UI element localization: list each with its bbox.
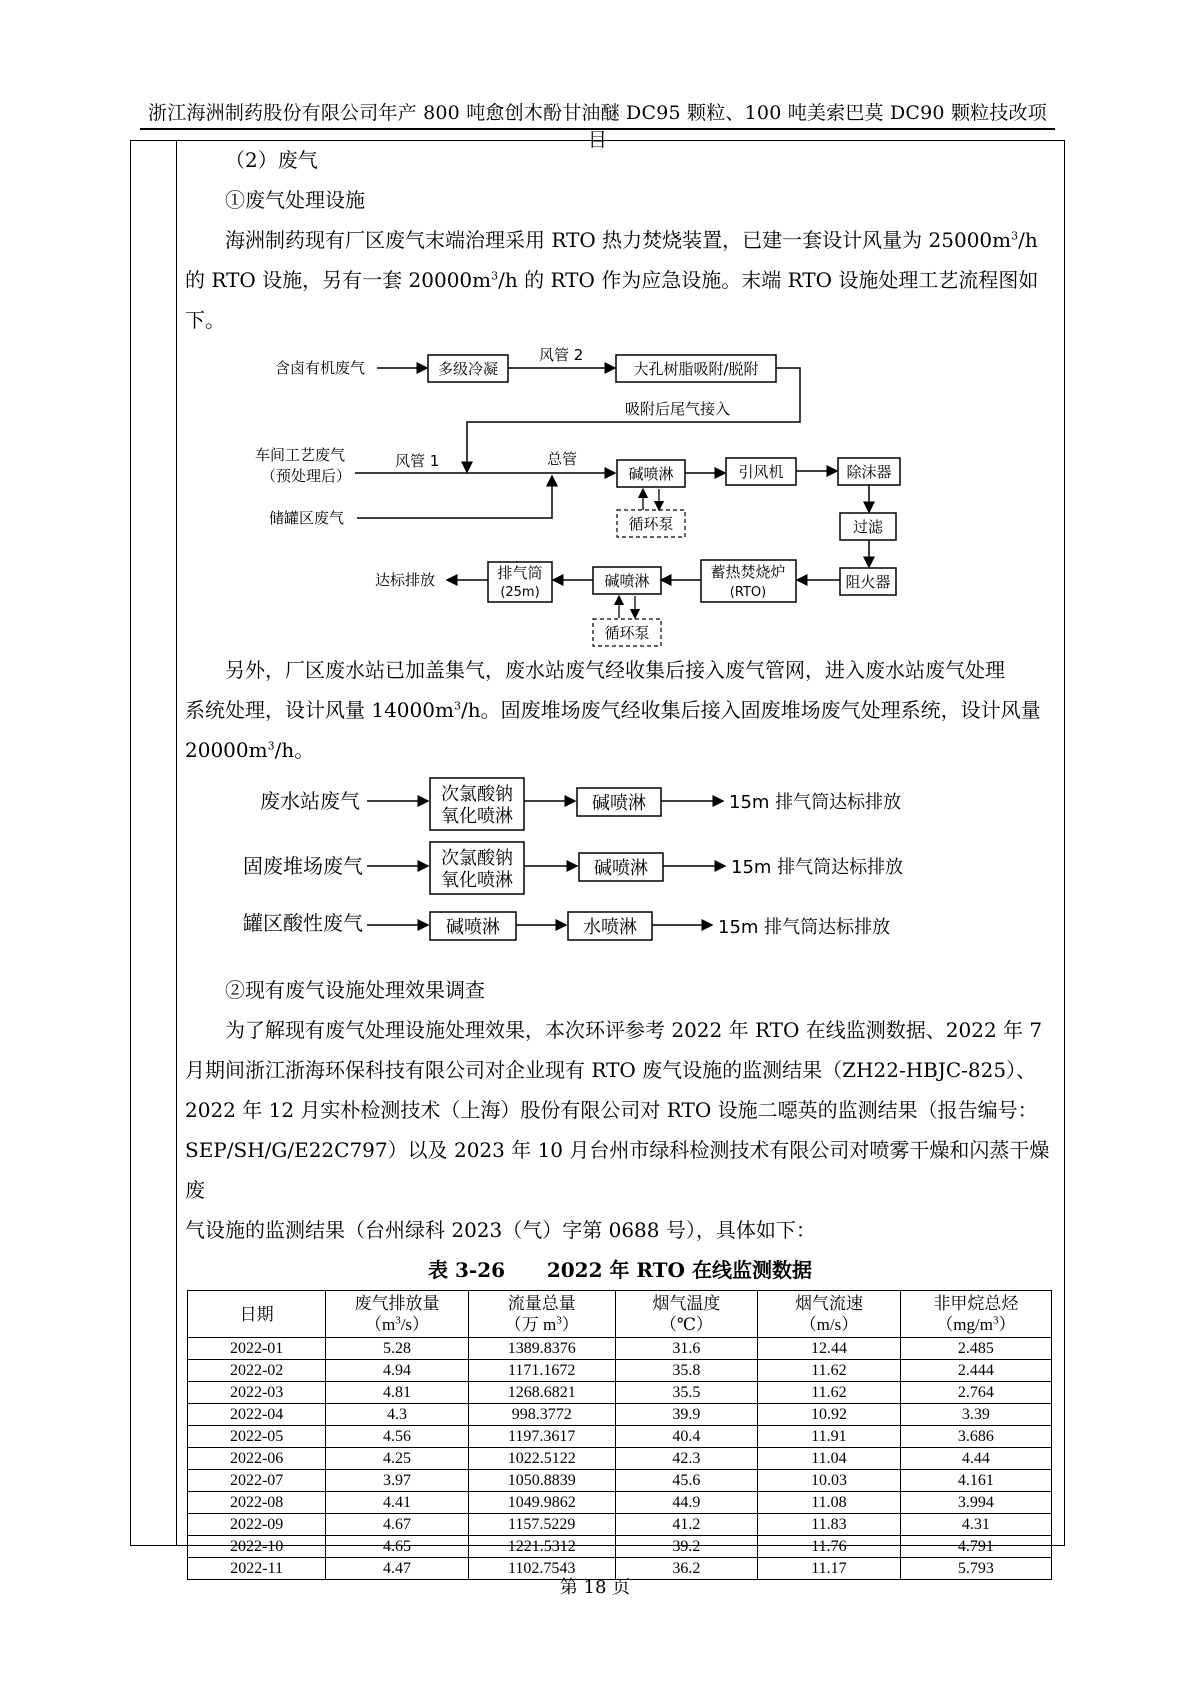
page-header: 浙江海洲制药股份有限公司年产 800 吨愈创木酚甘油醚 DC95 颗粒、100 吨美索巴莫 DC90 颗粒技改项目 bbox=[148, 102, 1047, 151]
box-rto-note: (RTO) bbox=[729, 585, 767, 600]
box-alkali-3: 碱喷淋 bbox=[446, 917, 500, 938]
table-cell: 1157.5229 bbox=[468, 1514, 615, 1536]
table-cell: 45.6 bbox=[615, 1470, 758, 1492]
rto-monitoring-table bbox=[187, 1290, 1052, 1580]
table-cell: 1389.8376 bbox=[468, 1338, 615, 1360]
table-row bbox=[188, 1382, 1052, 1404]
table-cell: 998.3772 bbox=[468, 1404, 615, 1426]
table-cell: 40.4 bbox=[615, 1426, 758, 1448]
table-cell: 1050.8839 bbox=[468, 1470, 615, 1492]
rto-flow-diagram bbox=[185, 340, 1055, 650]
table-cell: 35.8 bbox=[615, 1360, 758, 1382]
src-workshop-gas: 车间工艺废气 bbox=[255, 446, 346, 464]
col-emission-rate: 废气排放量 $(m^3/s)$ bbox=[326, 1291, 469, 1338]
table-cell: 2022-07 bbox=[188, 1470, 326, 1492]
box-rto: 蓄热焚烧炉 bbox=[710, 563, 786, 581]
table-cell: 11.76 bbox=[758, 1536, 901, 1558]
table-cell: 3.686 bbox=[900, 1426, 1051, 1448]
table-row bbox=[188, 1338, 1052, 1360]
paragraph-2-end: $20000m^3/h$。 bbox=[185, 738, 315, 762]
table-cell: 1022.5122 bbox=[468, 1448, 615, 1470]
label-pipe-2: 风管 2 bbox=[539, 346, 584, 364]
src-halogen-gas: 含卤有机废气 bbox=[275, 359, 366, 377]
box-alkali-2: 碱喷淋 bbox=[594, 858, 648, 879]
col-velocity: 烟气流速 （m/s） bbox=[758, 1291, 901, 1338]
table-row bbox=[188, 1470, 1052, 1492]
table-cell: 31.6 bbox=[615, 1338, 758, 1360]
table-cell: 42.3 bbox=[615, 1448, 758, 1470]
table-cell: 2022-03 bbox=[188, 1382, 326, 1404]
box-hypochlorite-1: 次氯酸钠 bbox=[441, 784, 513, 805]
table-cell: 2022-05 bbox=[188, 1426, 326, 1448]
col-total-flow: 流量总量 （万 $m^3$） bbox=[468, 1291, 615, 1338]
table-cell: 2022-11 bbox=[188, 1558, 326, 1580]
table-cell: 3.97 bbox=[326, 1470, 469, 1492]
box-scrub-1: 碱喷淋 bbox=[628, 465, 674, 483]
table-cell: 4.94 bbox=[326, 1360, 469, 1382]
table-cell: 39.9 bbox=[615, 1404, 758, 1426]
paragraph-3-line-5: 气设施的监测结果（台州绿科 2023（气）字第 0688 号），具体如下： bbox=[185, 1218, 816, 1242]
src-wastewater-gas: 废水站废气 bbox=[260, 789, 360, 813]
table-row bbox=[188, 1448, 1052, 1470]
box-demister: 除沫器 bbox=[846, 463, 892, 481]
label-discharge: 达标排放 bbox=[375, 571, 436, 589]
table-cell: 4.44 bbox=[900, 1448, 1051, 1470]
table-cell: 1102.7543 bbox=[468, 1558, 615, 1580]
table-cell: 1049.9862 bbox=[468, 1492, 615, 1514]
table-cell: 11.83 bbox=[758, 1514, 901, 1536]
box-pump-1: 循环泵 bbox=[628, 515, 674, 533]
table-caption: 表 3-26 2022 年 RTO 在线监测数据 bbox=[428, 1258, 812, 1282]
table-row bbox=[188, 1536, 1052, 1558]
table-cell: 4.3 bbox=[326, 1404, 469, 1426]
table-cell: 10.92 bbox=[758, 1404, 901, 1426]
table-cell: 1197.3617 bbox=[468, 1426, 615, 1448]
header-rule bbox=[140, 128, 1055, 130]
table-cell: 1268.6821 bbox=[468, 1382, 615, 1404]
src-workshop-gas-note: （预处理后） bbox=[261, 467, 352, 485]
table-cell: 2.444 bbox=[900, 1360, 1051, 1382]
table-cell: 2022-09 bbox=[188, 1514, 326, 1536]
col-nmhc: 非甲烷总烃 $(mg/m^3)$ bbox=[900, 1291, 1051, 1338]
table-cell: 4.31 bbox=[900, 1514, 1051, 1536]
table-cell: 36.2 bbox=[615, 1558, 758, 1580]
table-row bbox=[188, 1360, 1052, 1382]
page-number: 第 18 页 bbox=[559, 1577, 631, 1598]
src-acid-tank-gas: 罐区酸性废气 bbox=[243, 911, 363, 935]
table-cell: 3.994 bbox=[900, 1492, 1051, 1514]
table-cell: 1171.1672 bbox=[468, 1360, 615, 1382]
table-cell: 11.04 bbox=[758, 1448, 901, 1470]
box-water-spray: 水喷淋 bbox=[583, 917, 637, 938]
box-stack-height: (25m) bbox=[500, 585, 540, 600]
table-cell: 2022-06 bbox=[188, 1448, 326, 1470]
table-cell: 11.62 bbox=[758, 1382, 901, 1404]
out-stack-1: 15m 排气筒达标排放 bbox=[729, 792, 902, 813]
col-temperature: 烟气温度 （℃） bbox=[615, 1291, 758, 1338]
paragraph-3-line-1: 为了解现有废气处理设施处理效果，本次环评参考 2022 年 RTO 在线监测数据、2022 年 7 bbox=[225, 1018, 1043, 1042]
table-cell: 5.793 bbox=[900, 1558, 1051, 1580]
table-cell: 11.91 bbox=[758, 1426, 901, 1448]
paragraph-3 bbox=[185, 1010, 1055, 1250]
table-cell: 4.161 bbox=[900, 1470, 1051, 1492]
box-oxidation-1: 氧化喷淋 bbox=[441, 806, 513, 827]
table-cell: 11.62 bbox=[758, 1360, 901, 1382]
table-cell: 3.39 bbox=[900, 1404, 1051, 1426]
table-cell: 1221.5312 bbox=[468, 1536, 615, 1558]
src-solid-waste-gas: 固废堆场废气 bbox=[243, 854, 363, 878]
box-hypochlorite-2: 次氯酸钠 bbox=[441, 848, 513, 869]
box-alkali-1: 碱喷淋 bbox=[592, 793, 646, 814]
label-tail-gas: 吸附后尾气接入 bbox=[625, 400, 731, 418]
out-stack-3: 15m 排气筒达标排放 bbox=[718, 917, 891, 938]
table-cell: 11.08 bbox=[758, 1492, 901, 1514]
table-cell: 2.764 bbox=[900, 1382, 1051, 1404]
table-cell: 2.485 bbox=[900, 1338, 1051, 1360]
table-cell: 4.81 bbox=[326, 1382, 469, 1404]
box-fan: 引风机 bbox=[738, 463, 784, 481]
table-cell: 4.56 bbox=[326, 1426, 469, 1448]
table-cell: 4.47 bbox=[326, 1558, 469, 1580]
box-arrester: 阻火器 bbox=[845, 573, 891, 591]
table-cell: 44.9 bbox=[615, 1492, 758, 1514]
paragraph-1-cont: 的 RTO 设施，另有一套 $20000m^3/h$ 的 RTO 作为应急设施。末端 RTO 设施处理工艺流程图如下。 bbox=[185, 268, 1039, 332]
box-scrub-2: 碱喷淋 bbox=[604, 572, 650, 590]
table-cell: 12.44 bbox=[758, 1338, 901, 1360]
table-cell: 4.65 bbox=[326, 1536, 469, 1558]
src-tank-gas: 储罐区废气 bbox=[269, 509, 345, 527]
paragraph-3-line-4: SEP/SH/G/E22C797）以及 2023 年 10 月台州市绿科检测技术有限公司对喷雾干燥和闪蒸干燥废 bbox=[185, 1138, 1050, 1202]
table-cell: 4.25 bbox=[326, 1448, 469, 1470]
table-cell: 2022-08 bbox=[188, 1492, 326, 1514]
box-oxidation-2: 氧化喷淋 bbox=[441, 870, 513, 891]
table-row bbox=[188, 1514, 1052, 1536]
table-cell: 2022-02 bbox=[188, 1360, 326, 1382]
subsection-heading-2: ②现有废气设施处理效果调查 bbox=[225, 978, 485, 1002]
label-main-pipe: 总管 bbox=[547, 450, 578, 468]
frame-column-divider bbox=[176, 140, 177, 1545]
paragraph-3-line-3: 2022 年 12 月实朴检测技术（上海）股份有限公司对 RTO 设施二噁英的监测结果（报告编号： bbox=[185, 1098, 1038, 1122]
section-content bbox=[185, 140, 1055, 1580]
table-cell: 5.28 bbox=[326, 1338, 469, 1360]
box-stack: 排气筒 bbox=[497, 564, 543, 582]
table-cell: 4.41 bbox=[326, 1492, 469, 1514]
table-row bbox=[188, 1404, 1052, 1426]
table-row bbox=[188, 1492, 1052, 1514]
table-cell: 4.791 bbox=[900, 1536, 1051, 1558]
table-cell: 11.17 bbox=[758, 1558, 901, 1580]
out-stack-2: 15m 排气筒达标排放 bbox=[731, 857, 904, 878]
label-pipe-1: 风管 1 bbox=[395, 452, 440, 470]
paragraph-2-cont: 系统处理，设计风量 $14000m^3/h$。固废堆场废气经收集后接入固废堆场废气处理系统，设计风量 bbox=[185, 698, 1041, 722]
table-cell: 10.03 bbox=[758, 1470, 901, 1492]
table-cell: 2022-10 bbox=[188, 1536, 326, 1558]
box-resin: 大孔树脂吸附/脱附 bbox=[633, 360, 759, 378]
table-cell: 41.2 bbox=[615, 1514, 758, 1536]
table-cell: 2022-01 bbox=[188, 1338, 326, 1360]
paragraph-1: 海洲制药现有厂区废气末端治理采用 RTO 热力焚烧装置，已建一套设计风量为 $25000m^3/h$ bbox=[225, 228, 1038, 252]
box-filter: 过滤 bbox=[852, 518, 884, 536]
col-date: 日期 bbox=[188, 1291, 326, 1338]
box-pump-2: 循环泵 bbox=[604, 624, 650, 642]
box-condense: 多级冷凝 bbox=[437, 360, 499, 378]
table-cell: 4.67 bbox=[326, 1514, 469, 1536]
paragraph-2: 另外，厂区废水站已加盖集气，废水站废气经收集后接入废气管网，进入废水站废气处理 bbox=[225, 658, 1005, 682]
table-header-row bbox=[188, 1291, 1052, 1338]
table-cell: 35.5 bbox=[615, 1382, 758, 1404]
table-cell: 2022-04 bbox=[188, 1404, 326, 1426]
table-row bbox=[188, 1426, 1052, 1448]
table-cell: 39.2 bbox=[615, 1536, 758, 1558]
section-heading: （2）废气 bbox=[225, 148, 318, 172]
subsection-heading-1: ①废气处理设施 bbox=[225, 188, 365, 212]
secondary-treatment-diagram bbox=[185, 770, 1055, 970]
paragraph-3-line-2: 月期间浙江浙海环保科技有限公司对企业现有 RTO 废气设施的监测结果（ZH22-HBJC-825）、 bbox=[185, 1058, 1037, 1082]
